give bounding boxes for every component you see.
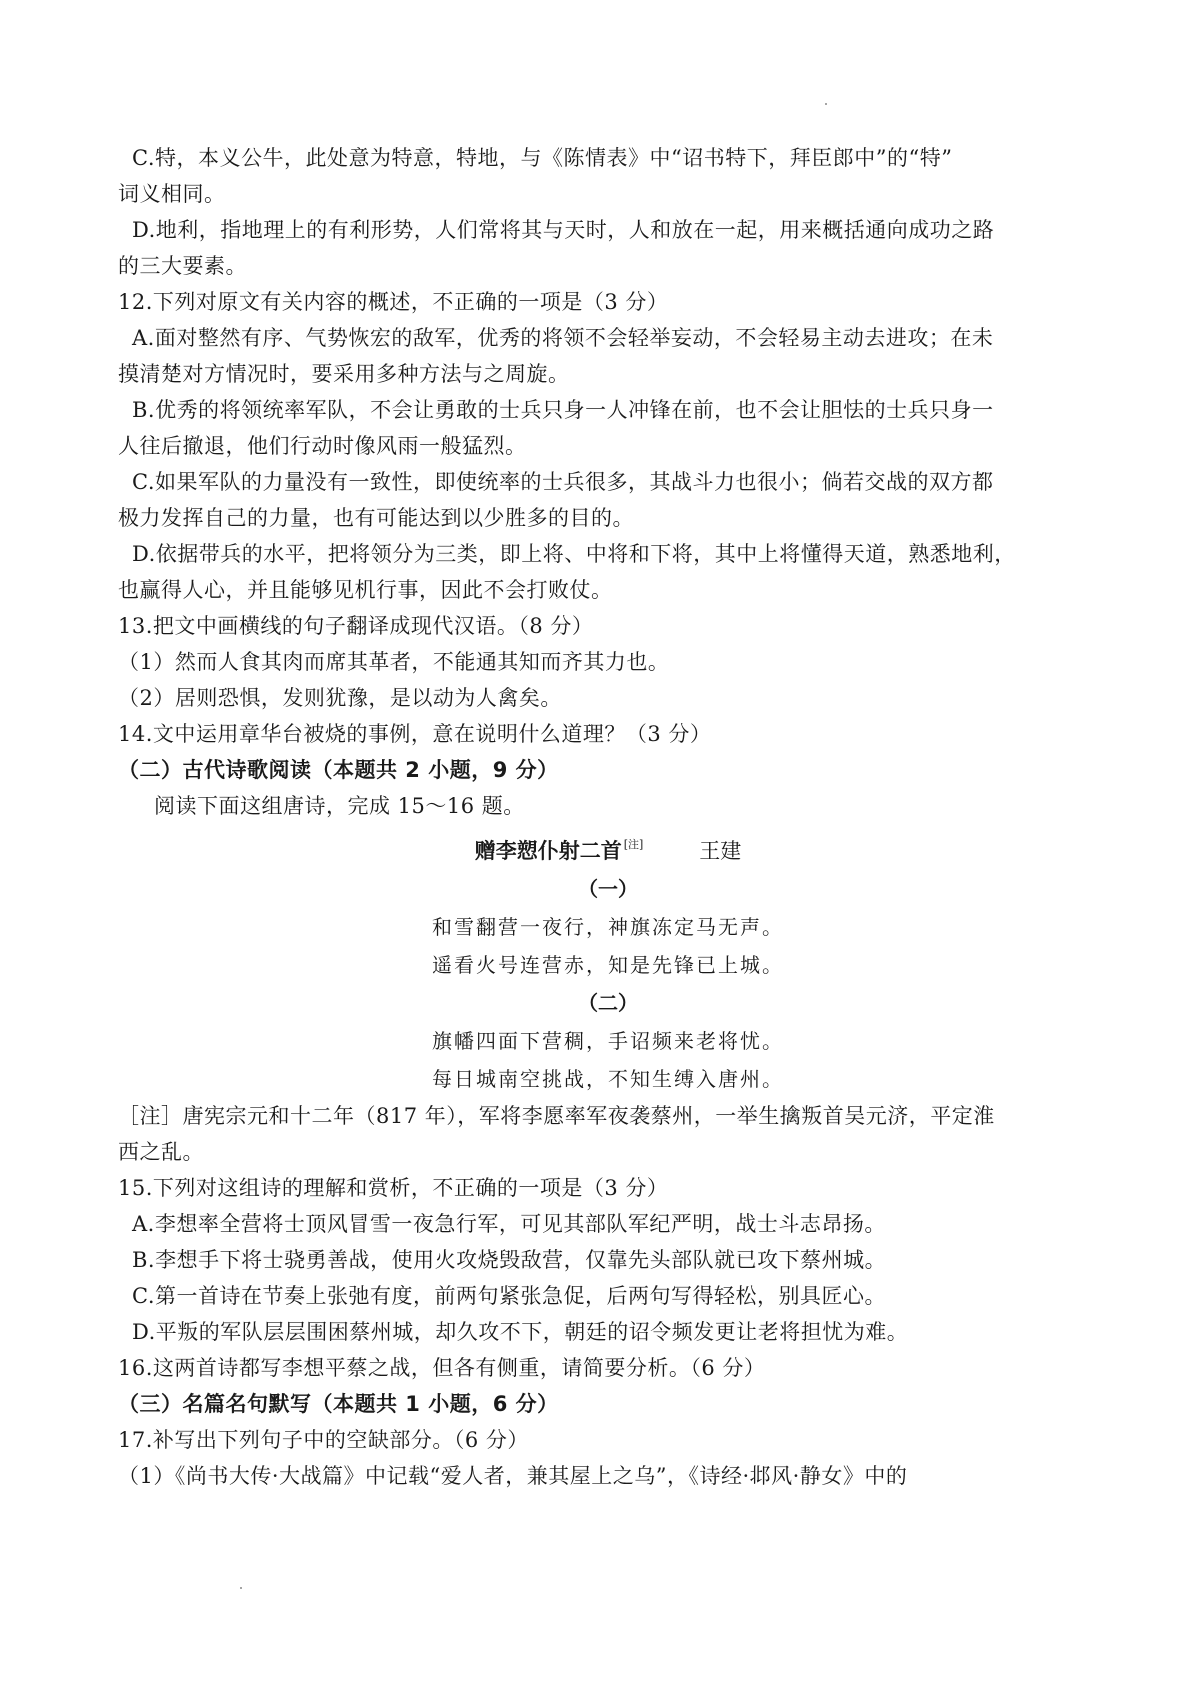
- scan-speck: [240, 1587, 242, 1589]
- q12-option-c-line2: 极力发挥自己的力量，也有可能达到以少胜多的目的。: [118, 506, 634, 530]
- q12-option-b-line1: B.优秀的将领统率军队，不会让勇敢的士兵只身一人冲锋在前，也不会让胆怯的士兵只身一: [132, 398, 994, 422]
- q15-option-d: D.平叛的军队层层围困蔡州城，却久攻不下，朝廷的诏令频发更让老将担忧为难。: [132, 1320, 909, 1344]
- poem-title: 赠李愬仆射二首: [474, 839, 622, 863]
- q12-option-a-line1: A.面对整然有序、气势恢宏的敌军，优秀的将领不会轻举妄动，不会轻易主动去进攻；在未: [132, 326, 994, 350]
- poem-part-2: （二）: [578, 991, 638, 1015]
- q11-option-c-line2: 词义相同。: [118, 182, 226, 206]
- q17-item-1: （1）《尚书大传·大战篇》中记载“爱人者，兼其屋上之乌”，《诗经·邶风·静女》中的: [118, 1464, 908, 1488]
- poem-note-line2: 西之乱。: [118, 1140, 204, 1164]
- poem-note-mark: [注]: [623, 838, 644, 851]
- poem-2-line-1: 旗幡四面下营稠，手诏频来老将忧。: [432, 1029, 784, 1053]
- question-15: 15.下列对这组诗的理解和赏析，不正确的一项是（3 分）: [118, 1176, 669, 1200]
- q15-option-a: A.李想率全营将士顶风冒雪一夜急行军，可见其部队军纪严明，战士斗志昂扬。: [132, 1212, 886, 1236]
- poem-title-line: [118, 826, 1098, 870]
- q11-option-c-line1: C.特，本义公牛，此处意为特意，特地，与《陈情表》中“诏书特下，拜臣郎中”的“特”: [132, 146, 953, 170]
- q11-option-d-line2: 的三大要素。: [118, 254, 247, 278]
- poem-part-1: （一）: [578, 877, 638, 901]
- q15-option-c: C.第一首诗在节奏上张弛有度，前两句紧张急促，后两句写得轻松，别具匠心。: [132, 1284, 886, 1308]
- scan-speck: [825, 103, 827, 105]
- poem-1-line-1: 和雪翻营一夜行，神旗冻定马无声。: [432, 915, 784, 939]
- poem-note-line1: ［注］唐宪宗元和十二年（817 年），军将李愿率军夜袭蔡州，一举生擒叛首吴元济，平定淮: [118, 1104, 995, 1128]
- q11-option-d-line1: D.地利，指地理上的有利形势，人们常将其与天时，人和放在一起，用来概括通向成功之路: [132, 218, 995, 242]
- section-2-intro: 阅读下面这组唐诗，完成 15～16 题。: [154, 794, 525, 818]
- exam-content: [118, 140, 1098, 1494]
- question-16: 16.这两首诗都写李想平蔡之战，但各有侧重，请简要分析。（6 分）: [118, 1356, 766, 1380]
- question-12: 12.下列对原文有关内容的概述，不正确的一项是（3 分）: [118, 290, 669, 314]
- poem-author: 王建: [699, 839, 742, 863]
- poem-1-line-2: 遥看火号连营赤，知是先锋已上城。: [432, 953, 784, 977]
- poem-2-line-2: 每日城南空挑战，不知生缚入唐州。: [432, 1067, 784, 1091]
- q12-option-b-line2: 人往后撤退，他们行动时像风雨一般猛烈。: [118, 434, 527, 458]
- q12-option-d-line1: D.依据带兵的水平，把将领分为三类，即上将、中将和下将，其中上将懂得天道，熟悉地利，: [132, 542, 1016, 566]
- q13-sentence-2: （2）居则恐惧，发则犹豫，是以动为人禽矣。: [118, 686, 562, 710]
- q12-option-c-line1: C.如果军队的力量没有一致性，即使统率的士兵很多，其战斗力也很小；倘若交战的双方都: [132, 470, 994, 494]
- section-2-heading: （二）古代诗歌阅读（本题共 2 小题，9 分）: [118, 758, 559, 782]
- question-14: 14.文中运用章华台被烧的事例，意在说明什么道理？（3 分）: [118, 722, 712, 746]
- section-3-heading: （三）名篇名句默写（本题共 1 小题，6 分）: [118, 1392, 559, 1416]
- q12-option-a-line2: 摸清楚对方情况时，要采用多种方法与之周旋。: [118, 362, 570, 386]
- q13-sentence-1: （1）然而人食其肉而席其革者，不能通其知而齐其力也。: [118, 650, 670, 674]
- q12-option-d-line2: 也赢得人心，并且能够见机行事，因此不会打败仗。: [118, 578, 613, 602]
- question-17: 17.补写出下列句子中的空缺部分。（6 分）: [118, 1428, 529, 1452]
- q15-option-b: B.李想手下将士骁勇善战，使用火攻烧毁敌营，仅靠先头部队就已攻下蔡州城。: [132, 1248, 887, 1272]
- question-13: 13.把文中画横线的句子翻译成现代汉语。（8 分）: [118, 614, 594, 638]
